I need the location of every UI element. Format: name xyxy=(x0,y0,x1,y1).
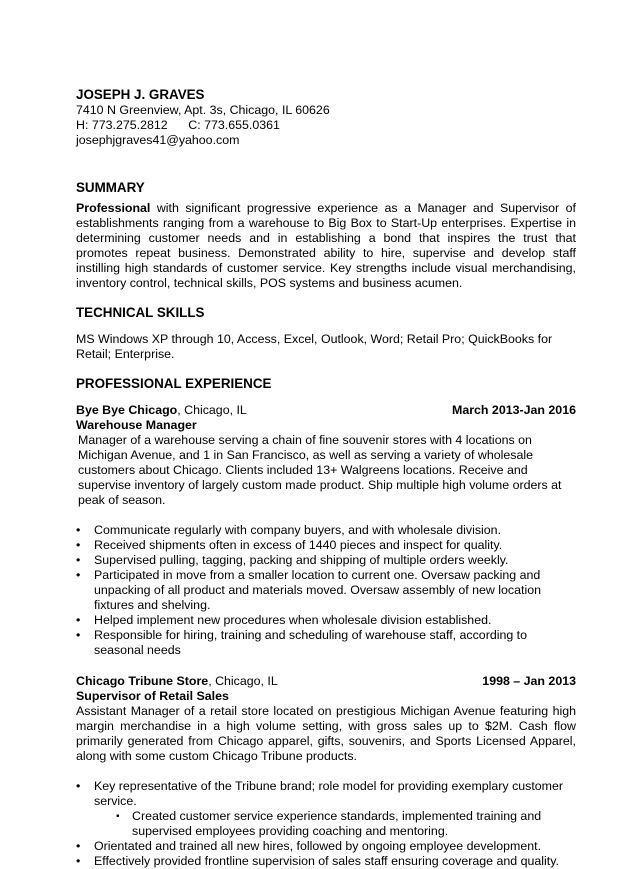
list-item: • Responsible for hiring, training and scheduling of warehouse staff, according to seasonal needs xyxy=(76,628,576,658)
summary-paragraph xyxy=(76,201,576,291)
job-entry xyxy=(76,403,576,658)
job-company: Bye Bye Chicago xyxy=(76,403,178,417)
contact-block xyxy=(76,103,576,148)
job-employer xyxy=(76,674,278,689)
job-bullet-list xyxy=(76,523,576,658)
list-item: • Participated in move from a smaller location to current one. Oversaw packing and unpacking of all product and materials moved. Oversaw assembly of new location fixtures and shelving. xyxy=(76,568,576,613)
summary-lead: Professional xyxy=(76,201,151,215)
experience-heading: PROFESSIONAL EXPERIENCE xyxy=(76,376,272,391)
job-description: Assistant Manager of a retail store located on prestigious Michigan Avenue featuring high margin merchandise in a high volume setting, with gross sales up to $2M. Cash flow primarily generated from Chicago apparel, gifts, souvenirs, and Sports Licensed Apparel, along with some custom Chicago Tribune products. xyxy=(76,704,576,763)
skills-heading: TECHNICAL SKILLS xyxy=(76,305,205,320)
job-employer xyxy=(76,403,247,418)
sub-list-item: ▪ Created customer service experience standards, implemented training and supervised employees providing coaching and mentoring. xyxy=(76,809,576,839)
job-role: Supervisor of Retail Sales xyxy=(76,689,229,703)
list-item: • Effectively provided frontline supervision of sales staff ensuring coverage and quality. xyxy=(76,854,576,869)
job-dates: 1998 – Jan 2013 xyxy=(482,674,576,688)
list-item: • Orientated and trained all new hires, followed by ongoing employee development. xyxy=(76,839,576,854)
job-location: , Chicago, IL xyxy=(177,403,247,417)
candidate-name: JOSEPH J. GRAVES xyxy=(76,87,205,102)
job-header xyxy=(76,403,576,418)
list-item: • Received shipments often in excess of 1440 pieces and inspect for quality. xyxy=(76,538,576,553)
job-header xyxy=(76,674,576,689)
list-item: • Supervised pulling, tagging, packing and shipping of multiple orders weekly. xyxy=(76,553,576,568)
job-role: Warehouse Manager xyxy=(76,418,197,432)
job-description: Manager of a warehouse serving a chain of fine souvenir stores with 4 locations on Michigan Avenue, and 1 in San Francisco, as well as serving a variety of wholesale customers about Chicago. Clients included 13+ Walgreens locations. Receive and supervise inventory of largely custom made product. Ship multiple high volume orders at peak of season. xyxy=(78,433,562,507)
job-entry xyxy=(76,674,576,869)
list-item: • Helped implement new procedures when wholesale division established. xyxy=(76,613,576,628)
job-bullet-list xyxy=(76,779,576,869)
skills-text: MS Windows XP through 10, Access, Excel, Outlook, Word; Retail Pro; QuickBooks for Retail; Enterprise. xyxy=(76,332,553,361)
list-item: • Key representative of the Tribune brand; role model for providing exemplary customer service. xyxy=(76,779,576,809)
job-location: , Chicago, IL xyxy=(208,674,278,688)
resume-page xyxy=(76,87,576,869)
summary-text: with significant progressive experience as a Manager and Supervisor of establishments ranging from a warehouse to Big Box to Start-Up enterprises. Expertise in determining customer needs and in establishing a bond that inspires the trust that promotes repeat business. Demonstrated ability to hire, supervise and develop staff instilling high standards of customer service. Key strengths include visual merchandising, inventory control, technical skills, POS systems and business acumen. xyxy=(76,201,576,290)
summary-heading: SUMMARY xyxy=(76,180,145,195)
phone-numbers: H: 773.275.2812 C: 773.655.0361 xyxy=(76,118,280,132)
address: 7410 N Greenview, Apt. 3s, Chicago, IL 60626 xyxy=(76,103,330,117)
job-dates: March 2013-Jan 2016 xyxy=(452,403,576,417)
email: josephjgraves41@yahoo.com xyxy=(76,133,240,147)
job-company: Chicago Tribune Store xyxy=(76,674,209,688)
list-item: • Communicate regularly with company buyers, and with wholesale division. xyxy=(76,523,576,538)
